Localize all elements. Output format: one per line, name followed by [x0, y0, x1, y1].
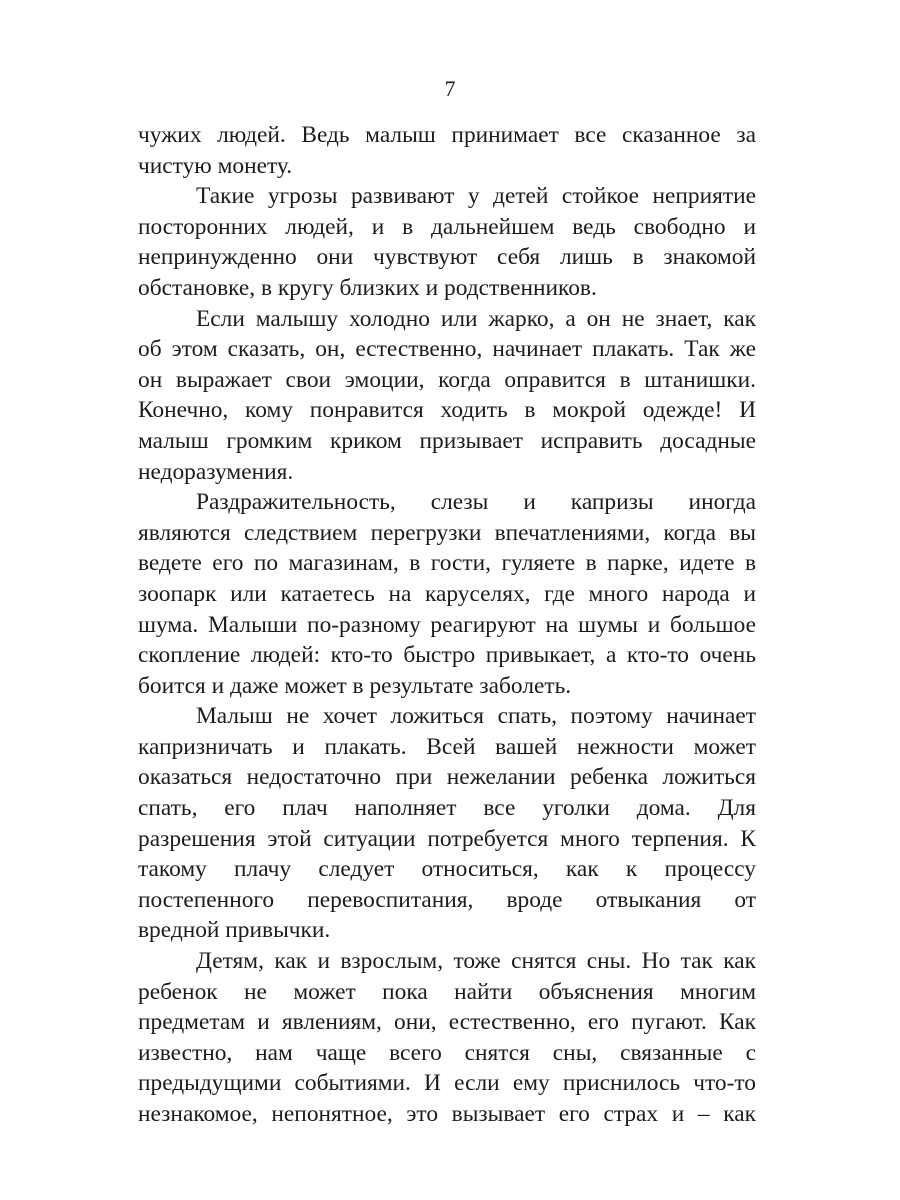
- text-line: шума. Малыши по-разному реагируют на шумы и большое: [138, 611, 756, 638]
- paragraph: [138, 304, 756, 488]
- text-line: он выражает свои эмоции, когда оправится в штанишки.: [138, 366, 756, 393]
- text-line: Если малышу холодно или жарко, а он не знает, как: [196, 305, 756, 332]
- text-line: зоопарк или катаетесь на каруселях, где много народа и: [138, 580, 756, 607]
- text-line: скопление людей: кто-то быстро привыкает, а кто-то очень: [138, 642, 756, 669]
- text-line: Детям, как и взрослым, тоже снятся сны. Но так как: [196, 948, 756, 975]
- paragraph: [138, 946, 756, 1130]
- text-line: являются следствием перегрузки впечатлениями, когда вы: [138, 519, 756, 546]
- text-line: спать, его плач наполняет все уголки дома. Для: [138, 795, 756, 822]
- paragraph: [138, 487, 756, 701]
- text-body: [138, 120, 756, 1130]
- text-line: боится и даже может в результате заболеть.: [138, 672, 572, 699]
- paragraph: [138, 120, 756, 181]
- paragraph: [138, 181, 756, 303]
- text-line: непринужденно они чувствуют себя лишь в знакомой: [138, 244, 756, 271]
- text-line: Конечно, кому понравится ходить в мокрой одежде! И: [138, 397, 756, 424]
- page-number: 7: [444, 76, 456, 101]
- text-line: вредной привычки.: [138, 917, 331, 944]
- text-line: такому плачу следует относиться, как к процессу: [138, 856, 756, 883]
- text-line: разрешения этой ситуации потребуется много терпения. К: [138, 825, 756, 852]
- text-line: чужих людей. Ведь малыш принимает все сказанное за: [138, 122, 756, 148]
- text-line: Такие угрозы развивают у детей стойкое неприятие: [196, 183, 756, 210]
- text-line: предметам и явлениям, они, естественно, его пугают. Как: [138, 1009, 756, 1036]
- text-line: Раздражительность, слезы и капризы иногда: [196, 489, 756, 516]
- text-line: малыш громким криком призывает исправить досадные: [138, 427, 756, 454]
- paragraph: [138, 701, 756, 946]
- text-line: ведете его по магазинам, в гости, гуляете в парке, идете в: [138, 550, 756, 577]
- text-line: недоразумения.: [138, 458, 294, 485]
- text-line: предыдущими событиями. И если ему приснилось что-то: [138, 1070, 756, 1097]
- text-line: известно, нам чаще всего снятся сны, связанные с: [138, 1039, 756, 1066]
- text-line: незнакомое, непонятное, это вызывает его страх и – как: [138, 1101, 756, 1127]
- text-line: обстановке, в кругу близких и родственников.: [138, 274, 597, 301]
- text-line: чистую монету.: [138, 152, 293, 179]
- text-line: ребенок не может пока найти объяснения многим: [138, 978, 756, 1005]
- text-line: Малыш не хочет ложиться спать, поэтому начинает: [196, 703, 756, 730]
- text-line: капризничать и плакать. Всей вашей нежности может: [138, 733, 756, 760]
- text-line: посторонних людей, и в дальнейшем ведь свободно и: [138, 213, 756, 240]
- text-line: об этом сказать, он, естественно, начинает плакать. Так же: [138, 336, 756, 363]
- text-line: постепенного перевоспитания, вроде отвыкания от: [138, 886, 756, 913]
- text-line: оказаться недостаточно при нежелании ребенка ложиться: [138, 764, 756, 791]
